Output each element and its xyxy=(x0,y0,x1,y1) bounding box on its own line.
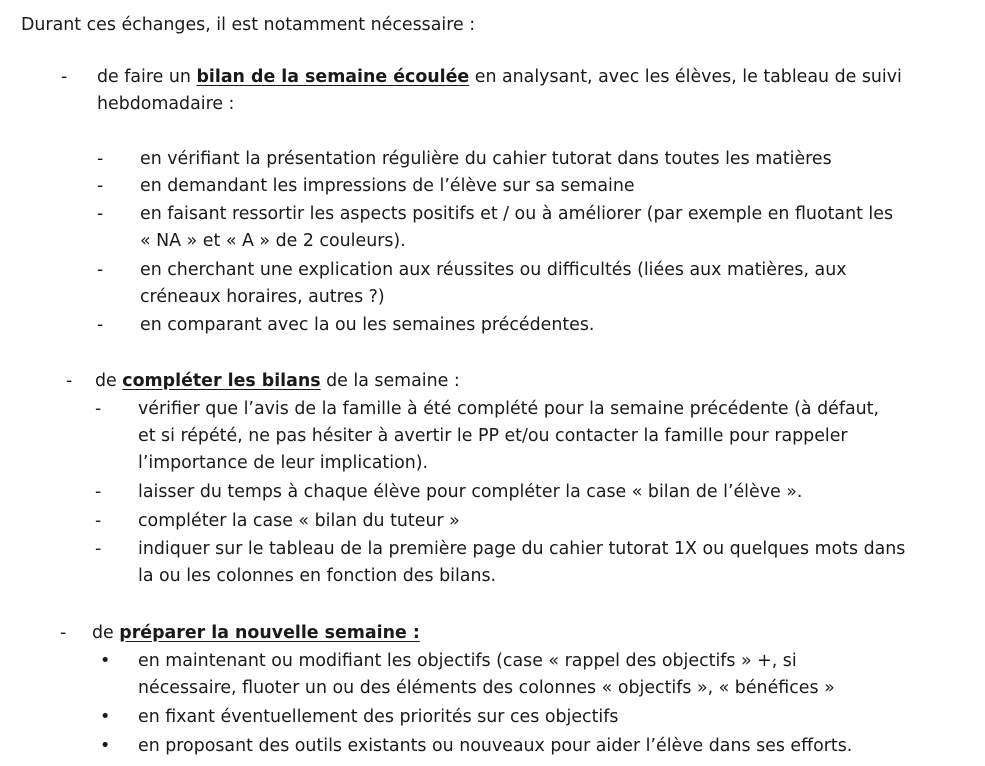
s2-item-1-line-2: et si répété, ne pas hésiter à avertir le PP et/ou contacter la famille pour rappeler xyxy=(138,426,848,446)
s1-item-5-line-1: en comparant avec la ou les semaines précédentes. xyxy=(140,315,595,335)
s2-item-2-line-1: laisser du temps à chaque élève pour compléter la case « bilan de l’élève ». xyxy=(138,482,803,502)
s1-item-1-marker: - xyxy=(97,149,104,169)
section-2-lead-after: de la semaine : xyxy=(320,371,460,391)
s3-item-2-marker: • xyxy=(100,707,111,727)
section-2-lead xyxy=(95,368,460,395)
s1-item-4-line-1: en cherchant une explication aux réussites ou difficultés (liées aux matières, aux xyxy=(140,260,847,280)
s1-item-4-line-2: créneaux horaires, autres ?) xyxy=(140,287,385,307)
s2-item-1-marker: - xyxy=(95,399,102,419)
s3-item-3-marker: • xyxy=(100,736,111,756)
s1-item-2-line-1: en demandant les impressions de l’élève sur sa semaine xyxy=(140,176,635,196)
section-3-lead-underlined: préparer la nouvelle semaine : xyxy=(119,623,420,643)
s1-item-3-marker: - xyxy=(97,204,104,224)
section-3-marker: - xyxy=(60,623,67,643)
section-2-lead-underlined: compléter les bilans xyxy=(122,371,321,391)
s2-item-4-line-2: la ou les colonnes en fonction des bilans. xyxy=(138,566,497,586)
section-1-lead xyxy=(97,64,902,91)
s2-item-3-marker: - xyxy=(95,511,102,531)
s3-item-2-line-1: en fixant éventuellement des priorités sur ces objectifs xyxy=(138,707,619,727)
s2-item-3-line-1: compléter la case « bilan du tuteur » xyxy=(138,511,460,531)
s1-item-2-marker: - xyxy=(97,176,104,196)
s3-item-1-line-2: nécessaire, fluoter un ou des éléments des colonnes « objectifs », « bénéfices » xyxy=(138,678,835,698)
section-1-lead-underlined: bilan de la semaine écoulée xyxy=(196,67,470,87)
s3-item-1-marker: • xyxy=(100,651,111,671)
s2-item-4-line-1: indiquer sur le tableau de la première page du cahier tutorat 1X ou quelques mots dans xyxy=(138,539,906,559)
s1-item-3-line-1: en faisant ressortir les aspects positifs et / ou à améliorer (par exemple en fluotant les xyxy=(140,204,894,224)
s2-item-1-line-1: vérifier que l’avis de la famille à été complété pour la semaine précédente (à défaut, xyxy=(138,399,879,419)
section-1-lead-line2: hebdomadaire : xyxy=(97,94,235,114)
section-2-marker: - xyxy=(66,371,73,391)
section-1-marker: - xyxy=(61,67,68,87)
s1-item-4-marker: - xyxy=(97,260,104,280)
s2-item-2-marker: - xyxy=(95,482,102,502)
section-1-lead-after: en analysant, avec les élèves, le tableau de suivi xyxy=(469,67,902,87)
s2-item-4-marker: - xyxy=(95,539,102,559)
s1-item-1-line-1: en vérifiant la présentation régulière du cahier tutorat dans toutes les matières xyxy=(140,149,832,169)
s1-item-5-marker: - xyxy=(97,315,104,335)
intro-text: Durant ces échanges, il est notamment nécessaire : xyxy=(21,15,476,35)
s2-item-1-line-3: l’importance de leur implication). xyxy=(138,453,429,473)
s3-item-1-line-1: en maintenant ou modifiant les objectifs (case « rappel des objectifs » +, si xyxy=(138,651,797,671)
s3-item-3-line-1: en proposant des outils existants ou nouveaux pour aider l’élève dans ses efforts. xyxy=(138,736,853,756)
section-2-lead-before: de xyxy=(95,371,123,391)
section-3-lead-before: de xyxy=(92,623,120,643)
section-1-lead-before: de faire un xyxy=(97,67,197,87)
s1-item-3-line-2: « NA » et « A » de 2 couleurs). xyxy=(140,231,406,251)
section-3-lead xyxy=(92,620,420,647)
